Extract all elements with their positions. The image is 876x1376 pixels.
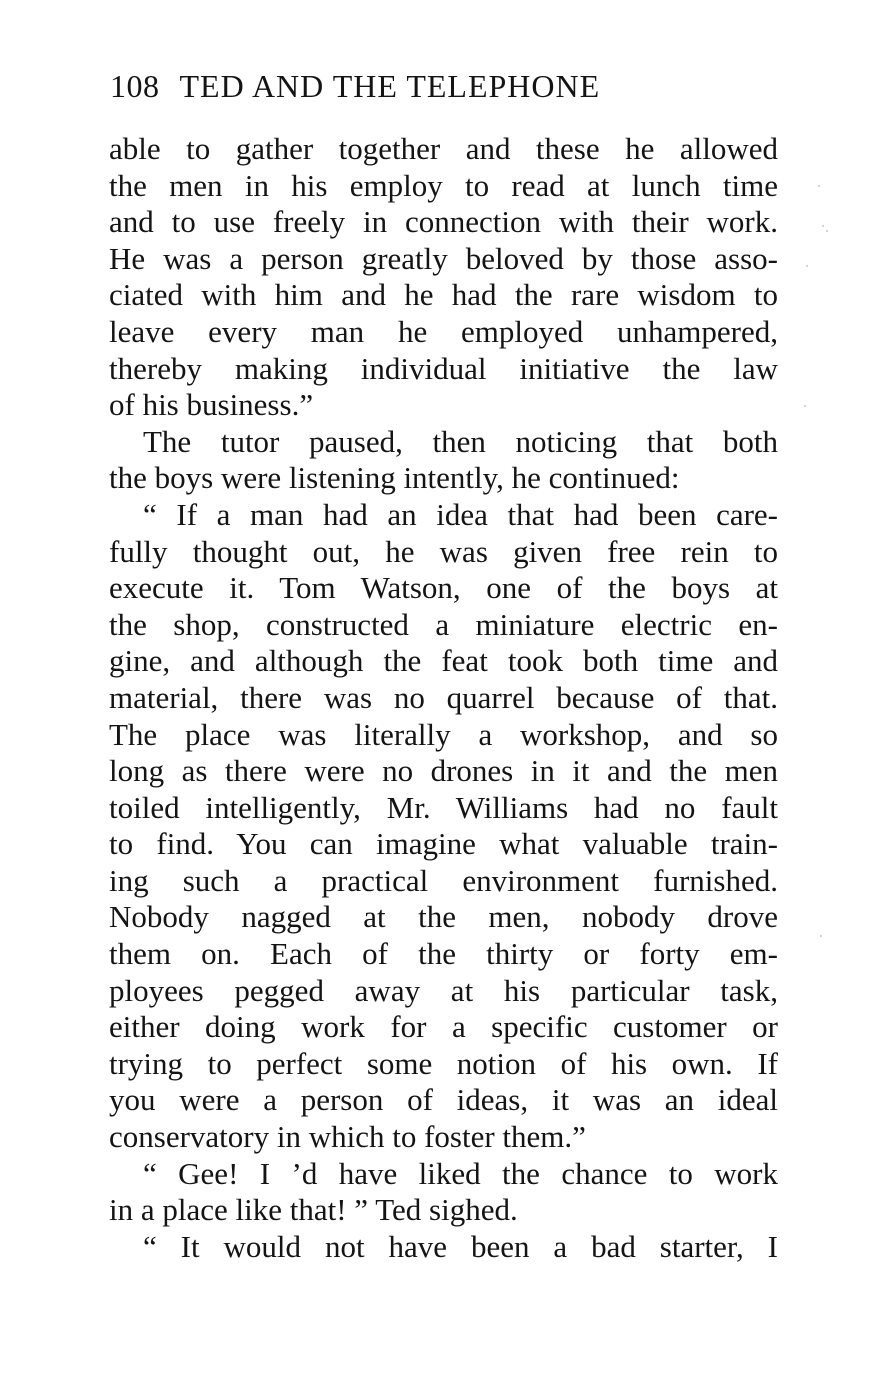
text-line: He was a person greatly beloved by those asso- (109, 240, 778, 276)
text-line: to find. You can imagine what valuable train- (109, 826, 778, 862)
text-line: “ Gee! I ’d have liked the chance to work (143, 1155, 778, 1191)
text-line: thereby making individual initiative the law (109, 350, 778, 386)
body-text (109, 131, 778, 1265)
text-line: and to use freely in connection with their work. (109, 204, 778, 240)
text-line: execute it. Tom Watson, one of the boys at (109, 570, 778, 606)
text-line: fully thought out, he was given free rein to (109, 533, 778, 569)
text-line: “ It would not have been a bad starter, I (143, 1228, 778, 1264)
text-line: long as there were no drones in it and the men (109, 753, 778, 789)
speck (804, 405, 806, 407)
page-number: 108 (110, 68, 160, 104)
speck (806, 265, 808, 267)
text-line: either doing work for a specific customer or (109, 1009, 778, 1045)
text-line: “ If a man had an idea that had been care- (143, 496, 778, 532)
speck (822, 225, 824, 227)
text-line: leave every man he employed unhampered, (109, 313, 778, 349)
text-line: gine, and although the feat took both time and (109, 643, 778, 679)
text-line: The place was literally a workshop, and so (109, 716, 778, 752)
text-line: in a place like that! ” Ted sighed. (109, 1192, 518, 1228)
text-line: the boys were listening intently, he continued: (109, 460, 680, 496)
speck (818, 185, 820, 187)
text-line: toiled intelligently, Mr. Williams had no fault (109, 789, 778, 825)
text-line: of his business.” (109, 387, 314, 423)
text-line: trying to perfect some notion of his own. If (109, 1045, 778, 1081)
text-line: able to gather together and these he allowed (109, 131, 778, 166)
text-line: Nobody nagged at the men, nobody drove (109, 899, 778, 935)
text-line: conservatory in which to foster them.” (109, 1119, 586, 1155)
text-line: ployees pegged away at his particular task, (109, 972, 778, 1008)
text-line: ciated with him and he had the rare wisdom to (109, 277, 778, 313)
text-line: material, there was no quarrel because of that. (109, 679, 778, 715)
speck (826, 230, 828, 232)
text-line: the men in his employ to read at lunch time (109, 167, 778, 203)
margin-specks (800, 170, 830, 1070)
text-line: them on. Each of the thirty or forty em- (109, 936, 778, 972)
running-title: TED AND THE TELEPHONE (179, 68, 601, 104)
text-line: ing such a practical environment furnished. (109, 862, 778, 898)
text-line: the shop, constructed a miniature electric en- (109, 606, 778, 642)
text-line: The tutor paused, then noticing that both (143, 423, 778, 459)
speck (820, 935, 822, 937)
text-line: you were a person of ideas, it was an ideal (109, 1082, 778, 1118)
running-head (110, 64, 780, 108)
